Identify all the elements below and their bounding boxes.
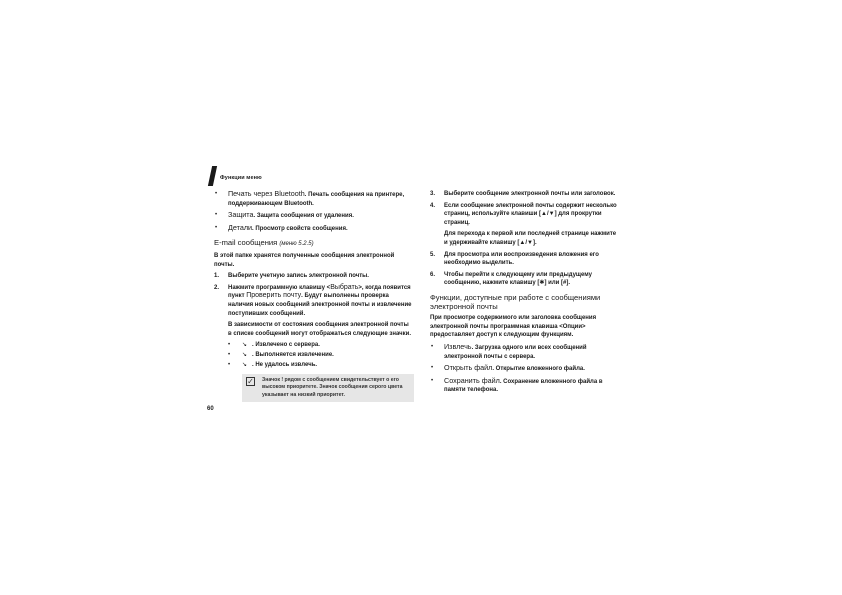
page-header: [208, 166, 288, 186]
list-item: [214, 211, 414, 221]
step-text: Чтобы перейти к следующему или предыдущему сообщению, нажмите клавишу [✱] или [#].: [444, 271, 592, 287]
icon-desc: . Не удалось извлечь.: [252, 361, 318, 368]
right-column: [430, 190, 620, 398]
section-title: [214, 239, 414, 249]
step-subtext: Для перехода к первой или последней странице нажмите и удерживайте клавишу [▲/▼].: [444, 231, 617, 246]
step-text: Нажмите программную клавишу <: [228, 284, 331, 291]
step-text: Если сообщение электронной почты содержит несколько страниц, используйте клавиши [▲/▼] для прокрутки страниц.: [444, 202, 617, 226]
bullet-desc: . Печать сообщения на принтере, поддерживающем Bluetooth.: [228, 192, 405, 207]
checkmark-note-icon: ✓: [247, 377, 254, 387]
step-item: [430, 271, 620, 288]
step-text: >, когда появится пункт: [228, 284, 411, 300]
step-item: [214, 272, 414, 281]
bullet-term: Защита: [228, 210, 254, 220]
bullet-desc: . Просмотр свойств сообщения.: [252, 225, 348, 232]
menu-reference: (меню 5.2.5): [279, 241, 314, 248]
bullet-desc: . Сохранение вложенного файла в памяти телефона.: [444, 378, 603, 394]
section-title: Функции, доступные при работе с сообщениями электронной почты: [430, 292, 601, 311]
icon-desc: . Извлечено с сервера.: [252, 342, 320, 349]
bullet-desc: . Загрузка одного или всех сообщений электронной почты с сервера.: [444, 344, 587, 360]
step-item: [430, 251, 620, 268]
step-item: [430, 202, 620, 248]
bullet-term: Извлечь: [444, 341, 472, 351]
softkey-label: Выбрать: [330, 283, 359, 291]
header-title: Функции меню: [220, 175, 262, 181]
bullet-term: Открыть файл: [444, 363, 493, 373]
section-title-text: E-mail сообщения: [214, 238, 278, 248]
list-item: [214, 351, 414, 360]
bullet-term: Сохранить файл: [444, 375, 500, 385]
note-text: Значок ! рядом с сообщением свидетельствует о его высоком приоритете. Значок сообщения серого цвета указывает на низкий приоритет.: [262, 377, 403, 398]
list-item: [430, 343, 620, 361]
retrieve-failed-icon: ↘: [242, 361, 248, 368]
step-text: Выберите сообщение электронной почты или заголовок.: [444, 191, 616, 197]
step-number: 4.: [430, 202, 436, 209]
step-text: . Будут выполнены проверка наличия новых сообщений электронной почты и извлечение поступивших сообщений.: [228, 293, 412, 317]
list-item: [214, 341, 414, 350]
step-item: [214, 284, 414, 339]
step-item: [430, 190, 620, 199]
step-subtext: В зависимости от состояния сообщения электронной почты в списке сообщений могут отображаться следующие значки.: [228, 322, 412, 337]
page-number: 60: [207, 406, 214, 412]
step-number: 6.: [430, 271, 436, 278]
retrieving-icon: ↘: [242, 351, 248, 358]
bullet-desc: . Защита сообщения от удаления.: [253, 213, 354, 220]
header-bar-icon: [208, 166, 217, 186]
step-number: 5.: [430, 251, 436, 258]
step-number: 2.: [214, 284, 220, 291]
menu-item-label: Проверить почту: [246, 292, 302, 300]
list-item: [430, 377, 620, 395]
step-text: Для просмотра или воспроизведения вложения его необходимо выделить.: [444, 251, 599, 267]
bullet-term: Печать через Bluetooth: [228, 189, 305, 198]
bullet-term: Детали: [228, 222, 253, 232]
list-item: [214, 361, 414, 370]
list-item: [214, 224, 414, 234]
section-intro: В этой папке хранятся полученные сообщения электронной почты.: [214, 252, 395, 268]
note-box: [242, 374, 414, 402]
icon-desc: . Выполняется извлечение.: [252, 351, 334, 358]
list-item: [214, 190, 414, 208]
bullet-desc: . Открытие вложенного файла.: [492, 366, 585, 373]
section-intro: При просмотре содержимого или заголовка сообщения электронной почты программная клавиша <Опции> предоставляет доступ к следующим функциям.: [430, 315, 597, 339]
step-text: Выберите учетную запись электронной почты.: [228, 273, 369, 280]
step-number: 1.: [214, 273, 220, 280]
step-number: 3.: [430, 191, 436, 197]
left-column: [214, 190, 414, 402]
list-item: [430, 364, 620, 374]
retrieved-icon: ↘: [242, 342, 248, 349]
